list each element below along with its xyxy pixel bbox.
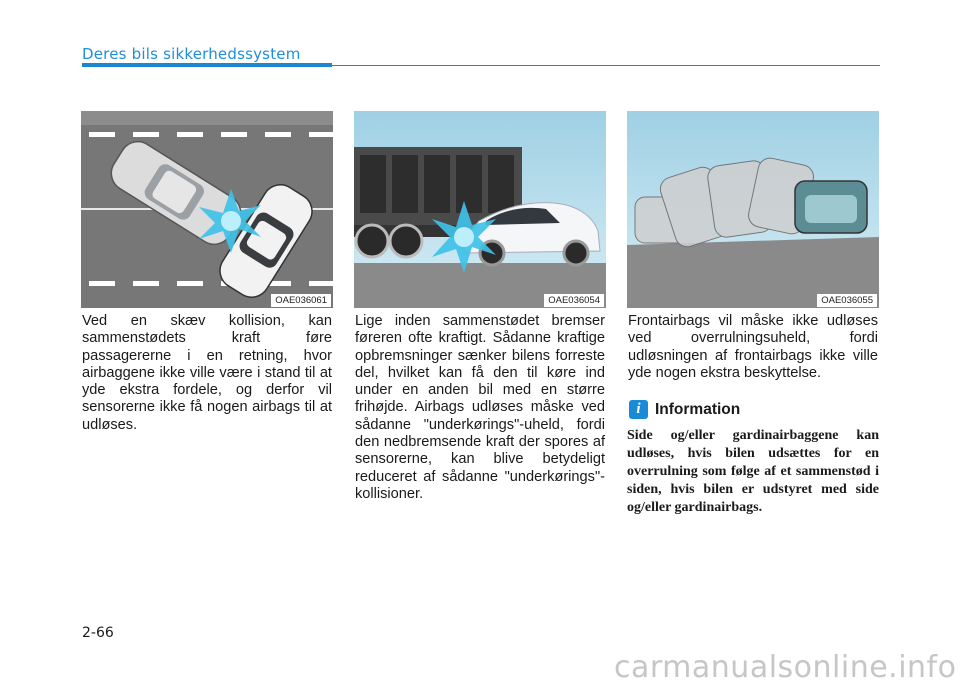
rollover-illustration [627,111,879,308]
header-title: Deres bils sikkerhedssystem [82,45,301,63]
column-text-rollover: Frontairbags vil måske ikke udløses ved overrulningsuheld, fordi udløsningen af frontairbags ikke ville yde nogen ekstra beskyttelse. [628,313,878,381]
information-icon: i [629,400,648,419]
information-body: Side og/eller gardinairbaggene kan udløses, hvis bilen udsættes for en overrulning som følge af et sammenstød i siden, hvis bilen er udstyret med side og/eller gardinairbags. [627,428,879,515]
page-number: 2-66 [82,625,114,641]
oblique-collision-illustration [81,111,333,308]
figure-code: OAE036055 [817,294,877,307]
figure-oblique-collision [81,111,333,308]
figure-code: OAE036054 [544,294,604,307]
header-rule-thin [332,65,880,66]
information-label: Information [655,401,741,418]
column-text-oblique: Ved en skæv kollision, kan sammenstødets kraft føre passagererne i en retning, hvor airbaggene ikke ville være i stand til at yde ekstra fordele, og derfor vil sensorerne ikke få nogen airbags til at udløses. [82,313,332,433]
column-text-underride: Lige inden sammenstødet bremser føreren ofte kraftigt. Sådanne kraftige opbremsninger sænker bilens forreste del, hvilket kan få den til køre ind under en anden bil med en større frihøjde. Airbags udløses måske ved sådanne "underkørings"-uheld, fordi den nedbremsende kraft der spores af sensorerne, kan blive betydeligt reduceret af sådanne "underkørings"-kollisioner. [355,313,605,502]
figure-underride-collision [354,111,606,308]
figure-rollover [627,111,879,308]
underride-collision-illustration [354,111,606,308]
header-rule-thick [82,63,332,67]
figure-code: OAE036061 [271,294,331,307]
watermark: carmanualsonline.info [614,650,957,685]
